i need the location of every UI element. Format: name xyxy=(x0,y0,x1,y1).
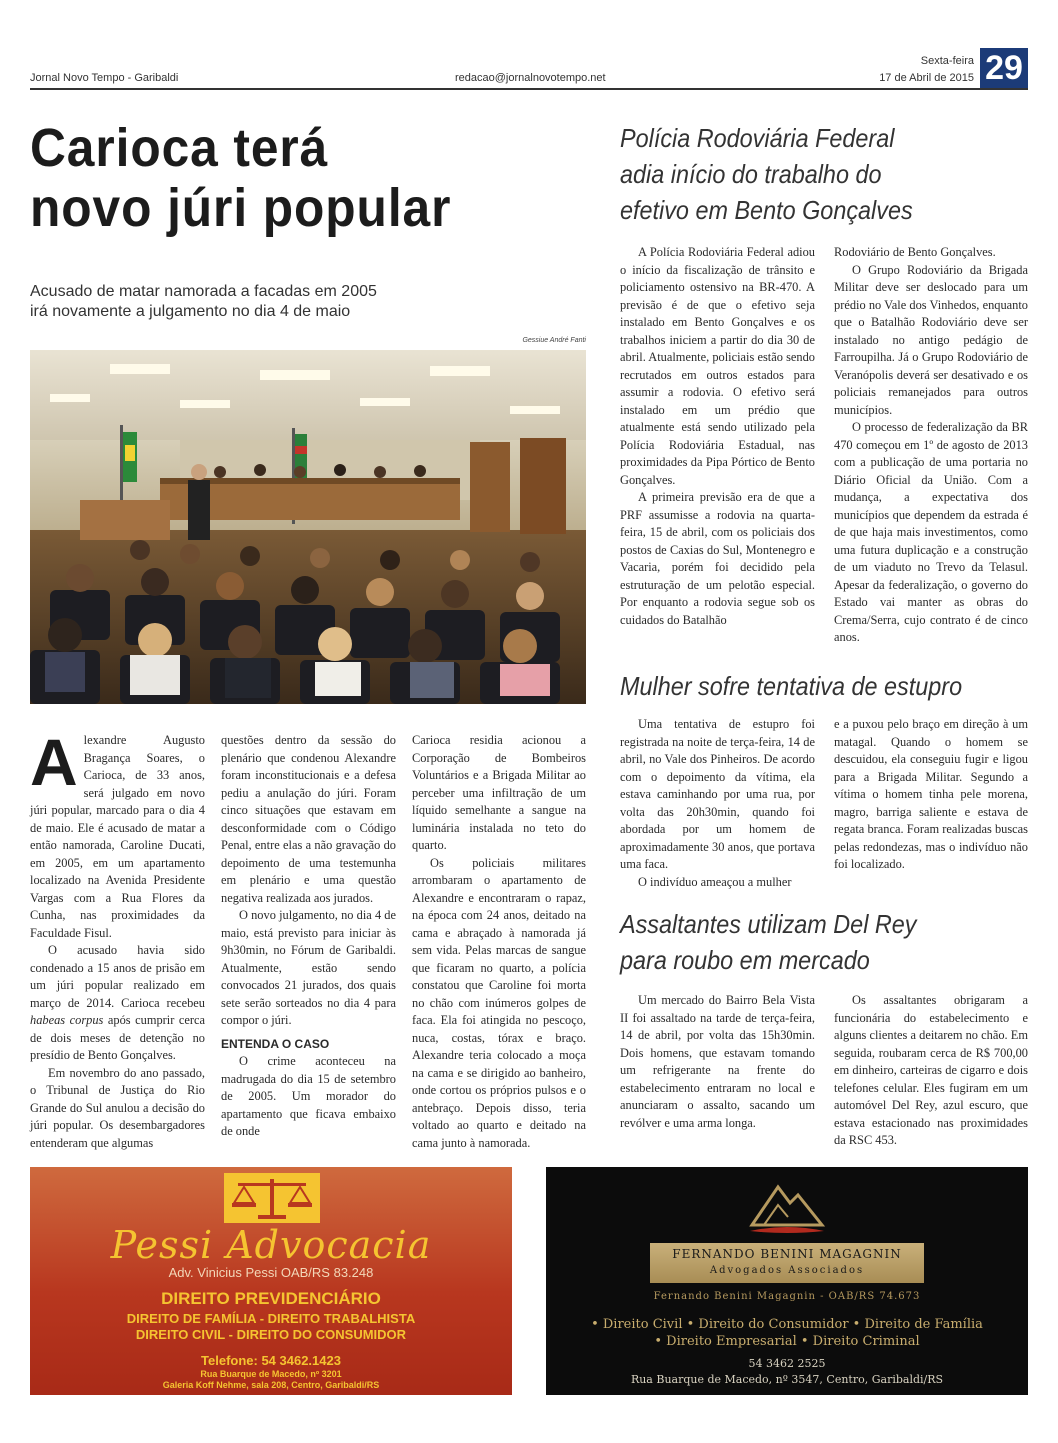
prf-col2 xyxy=(834,244,1028,647)
estupro-col1-p2: O indivíduo ameaçou a mulher xyxy=(638,874,792,889)
prf-headline-line1: Polícia Rodoviária Federal xyxy=(620,123,895,153)
drop-cap: A xyxy=(30,725,78,799)
pessi-phone[interactable]: Telefone: 54 3462.1423 xyxy=(201,1353,341,1368)
prf-headline-line2: adia início do trabalho do xyxy=(620,159,882,189)
main-col1-p2 xyxy=(30,942,205,1065)
assalto-col2-p1: Os assaltantes obrigaram a funcionária do estabelecimento e alguns clientes a deitarem no chão. Em seguida, roubaram cerca de R$ 700,00 em dinheiro, carteiras de cigarro e dois telefones celular. Eles fugiram em um automóvel Del Rey, azul escuro, que estava estacionado nas proximidades da RSC 453. xyxy=(834,993,1028,1147)
benini-address: Rua Buarque de Macedo, nº 3547, Centro, Garibaldi/RS xyxy=(630,1373,944,1386)
main-col1-p3: Em novembro do ano passado, o Tribunal de Justiça do Rio Grande do Sul anulou a decisão do júri popular. Os desembargadores entenderam que algumas xyxy=(30,1065,205,1150)
assalto-headline xyxy=(620,906,998,978)
courtroom-illustration xyxy=(30,350,586,704)
estupro-col1-p1: Uma tentativa de estupro foi registrada na noite de terça-feira, 14 de abril, no Vale dos Pinheiros. De acordo com o depoimento da vítima, ela estava caminhando por uma rua, por volta das 20h30min, quando foi abordada por um homem de aproximadamente 30 anos, que portava uma faca. xyxy=(620,717,815,871)
header-rule xyxy=(30,88,1028,90)
benini-name: FERNANDO BENINI MAGAGNIN xyxy=(672,1247,902,1261)
benini-phone[interactable]: 54 3462 2525 xyxy=(748,1357,826,1370)
main-article-col2 xyxy=(221,732,396,1141)
main-col2-p1: questões dentro da sessão do plenário que condenou Alexandre foram inconstitucionais e a defesa pediu a anulação do júri. Foram cinco situações que estavam em desconformidade com o Código Penal, entre elas a não gravação do depoimento de uma testemunha em plenário e uma questão negativa realizada aos jurados. xyxy=(221,733,396,905)
pessi-address1: Rua Buarque de Macedo, nº 3201 xyxy=(200,1369,342,1379)
pessi-area2: DIREITO DE FAMÍLIA - DIREITO TRABALHISTA xyxy=(126,1311,416,1326)
main-headline-line2: novo júri popular xyxy=(30,178,452,238)
main-col3-p2: Os policiais militares arrombaram o apartamento de Alexandre e encontraram o rapaz, na época com 24 anos, deitado na cama e abraçado à namorada já sem vida. Pelas marcas de sangue que ficaram no quarto, a polícia constatou que Caroline foi morta no chão com inúmeros golpes de faca. Ela foi atingida no pescoço, nuca, costas, tórax e braço. Alexandre teria colocado a moça na cama e se dirigido ao banheiro, onde cortou os próprios pulsos e o antebraço. Depois disso, teria voltado ao quarto e deitado na cama junto à namorada. xyxy=(412,855,586,1150)
habeas-corpus-term: habeas corpus xyxy=(30,1013,104,1027)
benini-areas-line2: • Direito Empresarial • Direito Criminal xyxy=(654,1334,920,1349)
pessi-area3: DIREITO CIVIL - DIREITO DO CONSUMIDOR xyxy=(135,1327,407,1342)
assalto-headline-line2: para roubo em mercado xyxy=(620,945,870,975)
contact-email[interactable]: redacao@jornalnovotempo.net xyxy=(455,72,606,84)
prf-col1 xyxy=(620,244,815,629)
main-headline xyxy=(30,118,545,238)
assalto-col2 xyxy=(834,992,1028,1150)
courtroom-photo xyxy=(30,350,586,704)
photo-credit: Gessiue André Fanti xyxy=(522,337,586,344)
main-subtitle xyxy=(30,282,590,322)
prf-col1-p1: A Polícia Rodoviária Federal adiou o início da fiscalização de trânsito e policiamento ostensivo na BR-470. A previsão é de que o efetivo seja instalado em Bento Gonçalves e os trabalhos iniciem a partir do dia 30 de abril. Atualmente, policiais estão sendo recrutados em outros estados para assumir a rodovia. O efetivo será instalado em um prédio que atualmente está sendo utilizado pela Polícia Rodoviária Estadual, nas proximidades da Pipa Pórtico de Bento Gonçalves. xyxy=(620,245,815,487)
main-subtitle-line2: irá novamente a julgamento no dia 4 de maio xyxy=(30,303,351,320)
ad-pessi-advocacia[interactable] xyxy=(30,1167,512,1395)
prf-col1-p2: A primeira previsão era de que a PRF assumisse a rodovia na quarta-feira, 15 de abril, com os policiais dos postos de Caxias do Sul, Montenegro e Vacaria, porém foi decidido pela estruturação de um pelotão especial. Por enquanto a rodovia segue sob os cuidados do Batalhão xyxy=(620,490,815,627)
benini-areas-line1: • Direito Civil • Direito do Consumidor • Direito de Família xyxy=(591,1317,983,1332)
prf-headline xyxy=(620,120,998,228)
estupro-headline: Mulher sofre tentativa de estupro xyxy=(620,671,963,701)
scales-of-justice-icon xyxy=(224,1173,320,1223)
main-col1-p1: lexandre Augusto Bragança Soares, o Carioca, de 33 anos, será julgado em novo júri popular, marcado para o dia 4 de maio. Ele é acusado de matar a então namorada, Caroline Ducati, em 2005, em um apartamento localizado na Avenida Presidente Vargas com a Rua Flores da Cunha, nas proximidades da Faculdade Fisul. xyxy=(30,733,205,940)
assalto-col1-p1: Um mercado do Bairro Bela Vista II foi assaltado na tarde de terça-feira, 14 de abril, por volta das 15h30min. Dois homens, que estavam tomando um refrigerante na frente do estabelecimento entraram no local e anunciaram o assalto, sacando um revólver e uma arma longa. xyxy=(620,993,815,1130)
main-article-col1 xyxy=(30,725,205,1152)
main-col2-p3: O crime aconteceu na madrugada do dia 15 de setembro de 2005. Um morador do apartamento que ficava embaixo de onde xyxy=(221,1054,396,1138)
pessi-brand: Pessi Advocacia xyxy=(110,1223,432,1267)
main-subtitle-line1: Acusado de matar namorada a facadas em 2005 xyxy=(30,283,377,300)
benini-firm: Advogados Associados xyxy=(709,1265,865,1276)
ad-benini-magagnin[interactable] xyxy=(546,1167,1028,1395)
pessi-area1: DIREITO PREVIDENCIÁRIO xyxy=(161,1289,381,1308)
prf-headline-line3: efetivo em Bento Gonçalves xyxy=(620,195,913,225)
main-col1-p2-b: após cumprir cerca de dois meses de detenção no presídio de Bento Gonçalves. xyxy=(30,1013,205,1062)
pessi-lawyer: Adv. Vinicius Pessi OAB/RS 83.248 xyxy=(168,1265,374,1280)
estupro-col2 xyxy=(834,716,1028,874)
header-date: 17 de Abril de 2015 xyxy=(879,72,974,84)
mountain-logo-icon xyxy=(742,1173,832,1239)
main-col3-p1: Carioca residia acionou a Corporação de Bombeiros Voluntários e a Brigada Militar ao perceber uma infiltração de um líquido semelhante a sangue na luminária instalada no teto do quarto. xyxy=(412,733,586,852)
prf-col2-p1: Rodoviário de Bento Gonçalves. xyxy=(834,245,996,259)
main-col2-p2: O novo julgamento, no dia 4 de maio, está previsto para iniciar às 9h30min, no Fórum de Garibaldi. Atualmente, estão sendo convocados 21 jurados, dos quais sete serão sorteados no dia 4 para compor o júri. xyxy=(221,908,396,1027)
estupro-col1 xyxy=(620,716,815,891)
pessi-address2: Galeria Koff Nehme, sala 208, Centro, Garibaldi/RS xyxy=(162,1380,380,1390)
prf-col2-p2: O Grupo Rodoviário da Brigada Militar deve ser deslocado para um prédio no Vale dos Vinhedos, enquanto que o Batalhão Rodoviário deve ser instalado no antigo pedágio de Farroupilha. Já o Grupo Rodoviário de Veranópolis deverá ser desativado e os policiais remanejados para outros municípios. xyxy=(834,262,1028,417)
section-subhead: ENTENDA O CASO xyxy=(221,1036,330,1051)
publication-name: Jornal Novo Tempo - Garibaldi xyxy=(30,72,179,84)
main-headline-line1: Carioca terá xyxy=(30,118,329,178)
estupro-col2-p1: e a puxou pelo braço em direção à um matagal. Quando o homem se descuidou, ela conseguiu fugir e ligou para a Brigada Militar. Segundo a vítima o homem tinha pele morena, magro, barriga saliente e estava de regata branca. Foram realizadas buscas pelas redondezas, mas o indivíduo não foi localizado. xyxy=(834,717,1028,871)
header-weekday: Sexta-feira xyxy=(920,55,974,67)
main-col1-p2-a: O acusado havia sido condenado a 15 anos de prisão em um júri popular realizado em março de 2014. Carioca recebeu xyxy=(30,943,205,1010)
main-article-col3 xyxy=(412,732,586,1152)
benini-oab: Fernando Benini Magagnin - OAB/RS 74.673 xyxy=(653,1291,921,1302)
prf-col2-p3: O processo de federalização da BR 470 começou em 1º de agosto de 2013 com a publicação de uma portaria no Diário Oficial da União. Com a mudança, a expectativa dos municípios que dependem da estrada é de que haja mais investimentos, como uma futura duplicação e a construção de um viaduto no Trevo da Telasul. Apesar da federalização, o governo do Estado vai manter as obras do Crema/Serra, cujo contrato é de cinco anos. xyxy=(834,420,1028,644)
assalto-headline-line1: Assaltantes utilizam Del Rey xyxy=(620,909,917,939)
page-number: 29 xyxy=(980,48,1028,88)
assalto-col1 xyxy=(620,992,815,1132)
